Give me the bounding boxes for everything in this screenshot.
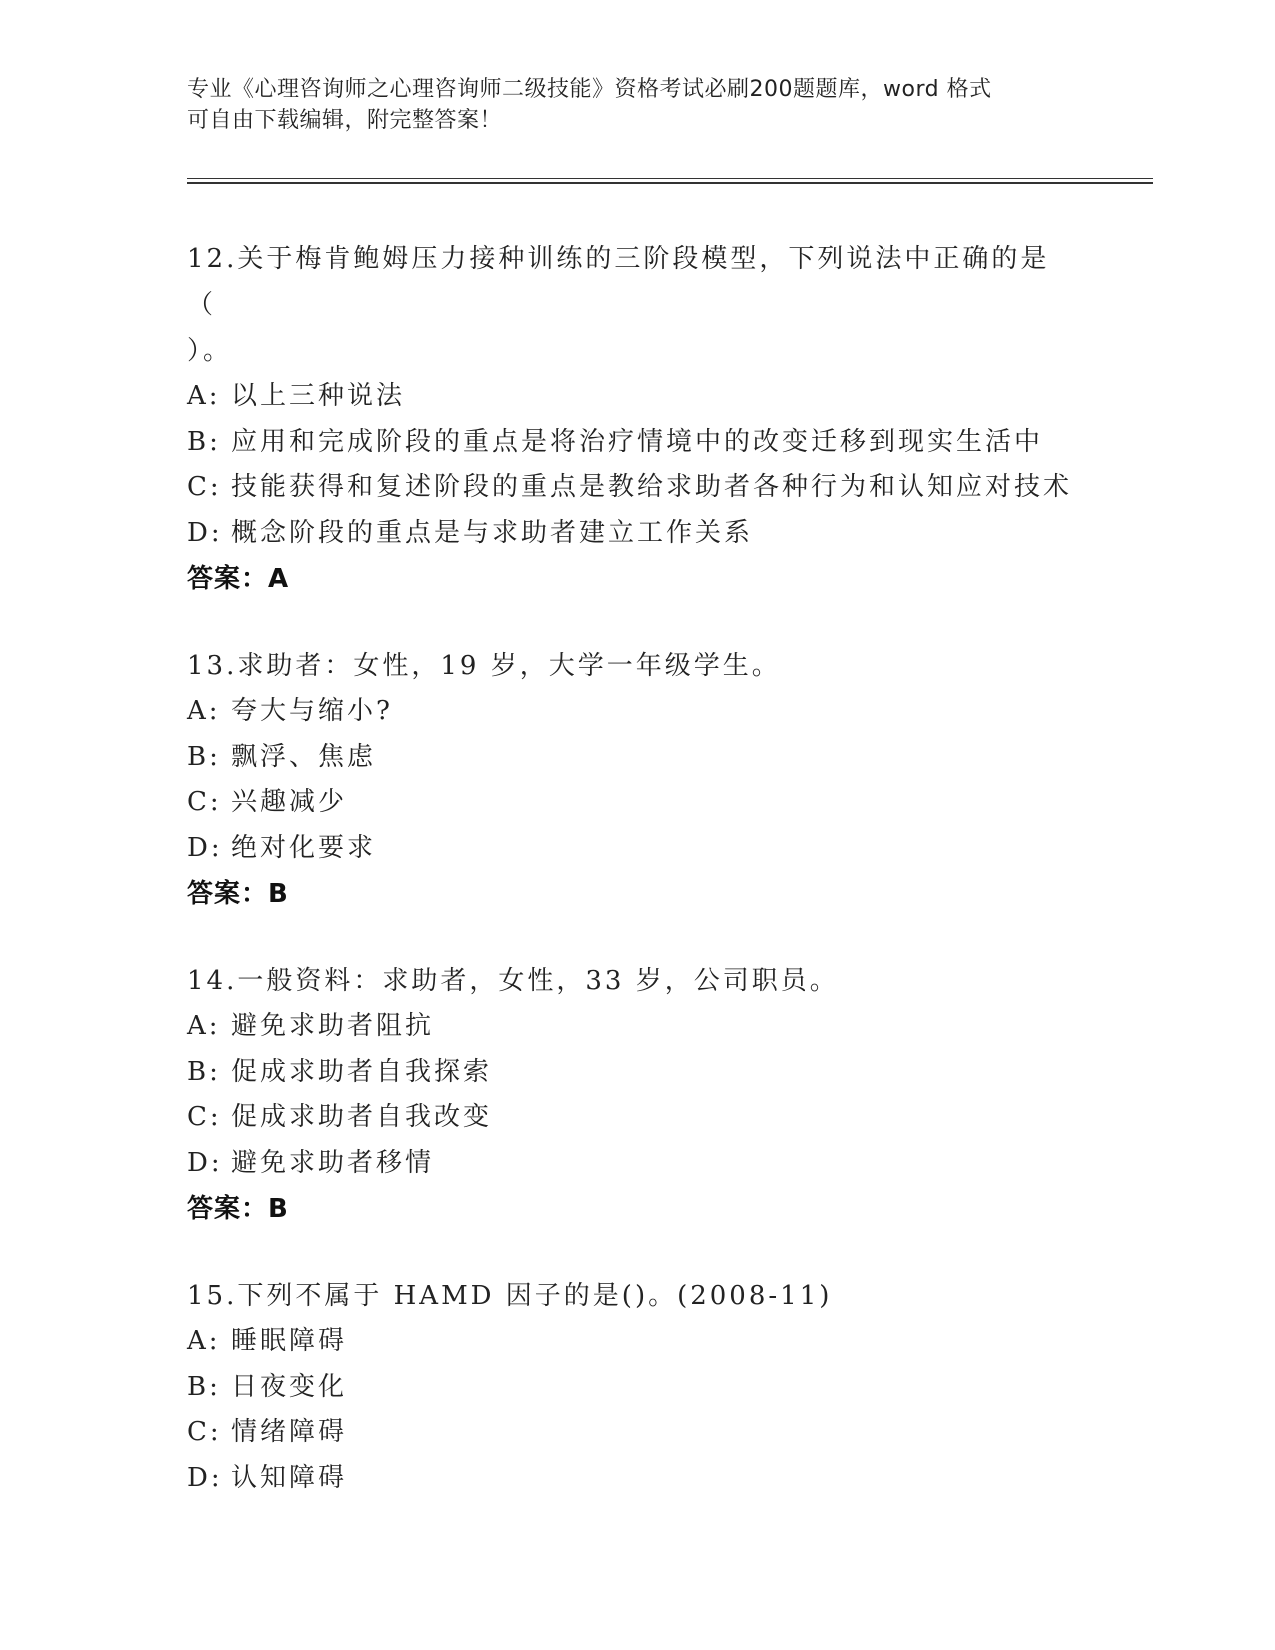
header-divider-bottom bbox=[187, 182, 1153, 184]
header-line-1: 专业《心理咨询师之心理咨询师二级技能》资格考试必刷200题题库，word 格式 bbox=[187, 77, 992, 102]
question-stem: 14.一般资料：求助者，女性，33 岁，公司职员。 bbox=[187, 966, 839, 996]
option-letter: C: bbox=[187, 1102, 222, 1132]
answer-label: 答案：B bbox=[187, 879, 289, 909]
option-c bbox=[187, 1095, 1077, 1141]
option-letter: B: bbox=[187, 426, 221, 457]
option-d bbox=[187, 826, 1077, 872]
header-line-2: 可自由下载编辑，附完整答案！ bbox=[187, 108, 503, 133]
option-letter: D: bbox=[187, 1147, 223, 1178]
option-text: 日夜变化 bbox=[231, 1371, 348, 1402]
question-stem: 15.下列不属于 HAMD 因子的是()。(2008-11) bbox=[187, 1281, 833, 1311]
document-header bbox=[187, 74, 1067, 136]
answer-label: 答案：A bbox=[187, 564, 290, 594]
option-text: 以上三种说法 bbox=[231, 381, 406, 411]
option-d bbox=[187, 1456, 1077, 1502]
option-a bbox=[187, 374, 1077, 420]
question-15 bbox=[187, 1273, 1077, 1501]
option-text: 技能获得和复述阶段的重点是教给求助者各种行为和认知应对技术 bbox=[231, 472, 1073, 502]
option-text: 避免求助者移情 bbox=[231, 1147, 435, 1178]
option-text: 夸大与缩小? bbox=[231, 696, 393, 726]
option-b bbox=[187, 735, 1077, 781]
option-d bbox=[187, 511, 1077, 557]
option-c bbox=[187, 465, 1077, 511]
option-text: 概念阶段的重点是与求助者建立工作关系 bbox=[231, 517, 754, 548]
question-stem: 12.关于梅肯鲍姆压力接种训练的三阶段模型，下列说法中正确的是（ bbox=[187, 244, 1050, 320]
question-list bbox=[187, 236, 1077, 1542]
option-d bbox=[187, 1141, 1077, 1187]
option-letter: D: bbox=[187, 832, 223, 863]
option-text: 睡眠障碍 bbox=[231, 1326, 348, 1356]
option-a bbox=[187, 1004, 1077, 1050]
option-c bbox=[187, 780, 1077, 826]
option-letter: B: bbox=[187, 1056, 221, 1087]
option-letter: A: bbox=[187, 696, 221, 726]
option-text: 认知障碍 bbox=[231, 1462, 348, 1493]
option-text: 促成求助者自我探索 bbox=[231, 1056, 493, 1087]
option-c bbox=[187, 1410, 1077, 1456]
question-stem-continued: ）。 bbox=[187, 336, 233, 366]
option-letter: C: bbox=[187, 787, 222, 817]
question-13 bbox=[187, 643, 1077, 917]
option-letter: D: bbox=[187, 517, 223, 548]
option-a bbox=[187, 689, 1077, 735]
option-text: 应用和完成阶段的重点是将治疗情境中的改变迁移到现实生活中 bbox=[231, 426, 1044, 457]
option-letter: B: bbox=[187, 1371, 221, 1402]
option-letter: A: bbox=[187, 381, 221, 411]
option-text: 飘浮、焦虑 bbox=[231, 741, 377, 772]
answer-label: 答案：B bbox=[187, 1194, 289, 1224]
option-text: 促成求助者自我改变 bbox=[231, 1102, 493, 1132]
option-letter: A: bbox=[187, 1011, 221, 1041]
header-divider-top bbox=[187, 178, 1153, 179]
option-b bbox=[187, 1050, 1077, 1096]
option-letter: A: bbox=[187, 1326, 221, 1356]
option-text: 兴趣减少 bbox=[231, 787, 348, 817]
option-a bbox=[187, 1319, 1077, 1365]
option-b bbox=[187, 420, 1077, 466]
option-letter: C: bbox=[187, 472, 222, 502]
question-12 bbox=[187, 236, 1077, 602]
option-b bbox=[187, 1365, 1077, 1411]
option-letter: B: bbox=[187, 741, 221, 772]
option-letter: C: bbox=[187, 1417, 222, 1447]
option-text: 绝对化要求 bbox=[231, 832, 377, 863]
question-stem: 13.求助者：女性，19 岁，大学一年级学生。 bbox=[187, 651, 781, 681]
question-14 bbox=[187, 958, 1077, 1232]
option-letter: D: bbox=[187, 1462, 223, 1493]
option-text: 避免求助者阻抗 bbox=[231, 1011, 435, 1041]
option-text: 情绪障碍 bbox=[231, 1417, 348, 1447]
